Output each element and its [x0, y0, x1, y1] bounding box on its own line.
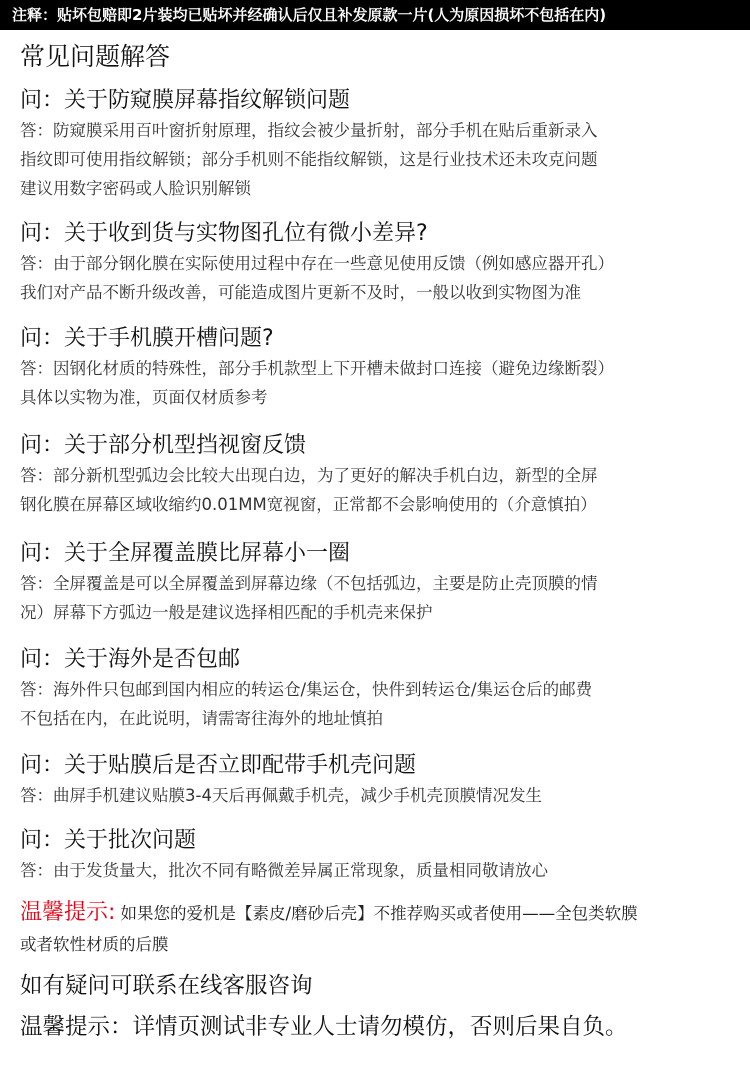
faq-answer [20, 116, 735, 203]
faq-question: 问：关于批次问题 [20, 828, 197, 853]
faq-item-fingerprint [20, 86, 735, 203]
faq-item-full-cover [20, 539, 735, 627]
warm-tip [20, 896, 735, 959]
faq-question: 问：关于海外是否包邮 [20, 647, 241, 672]
faq-answer-line: 答：由于发货量大，批次不同有略微差异属正常现象，质量相同敬请放心 [20, 861, 548, 880]
faq-question: 问：关于贴膜后是否立即配带手机壳问题 [20, 753, 417, 778]
faq-answer [20, 354, 735, 412]
warm-tip-label: 温馨提示: [20, 900, 116, 925]
faq-answer-line: 答：防窥膜采用百叶窗折射原理，指纹会被少量折射，部分手机在贴后重新录入 [20, 121, 598, 140]
faq-item-view-window [20, 431, 735, 519]
faq-answer-line: 指纹即可使用指纹解锁；部分手机则不能指纹解锁，这是行业技术还未攻克问题 [20, 150, 598, 169]
faq-answer-line: 答：由于部分钢化膜在实际使用过程中存在一些意见使用反馈（例如感应器开孔） [20, 254, 614, 273]
faq-answer-line: 答：因钢化材质的特殊性，部分手机款型上下开槽未做封口连接（避免边缘断裂） [20, 359, 614, 378]
faq-question: 问：关于防窥膜屏幕指纹解锁问题 [20, 88, 351, 113]
faq-item-hole-difference [20, 219, 735, 307]
faq-answer [20, 675, 735, 733]
faq-answer-line: 钢化膜在屏幕区域收缩约0.01MM宽视窗，正常都不会影响使用的（介意慎拍） [20, 495, 597, 514]
warm-tip-line [20, 896, 735, 931]
page-title: 常见问题解答 [20, 42, 171, 71]
faq-item-overseas-shipping [20, 645, 735, 733]
faq-answer [20, 461, 735, 519]
faq-question: 问：关于收到货与实物图孔位有微小差异? [20, 221, 428, 246]
disclaimer-note: 温馨提示：详情页测试非专业人士请勿模仿，否则后果自负。 [20, 1014, 628, 1040]
faq-item-batch [20, 826, 735, 885]
faq-question: 问：关于全屏覆盖膜比屏幕小一圈 [20, 541, 351, 566]
top-notice-banner: 注释：贴坏包赔即2片装均已贴坏并经确认后仅且补发原款一片(人为原因损坏不包括在内) [0, 0, 750, 30]
contact-service-note: 如有疑问可联系在线客服咨询 [20, 973, 313, 999]
faq-question: 问：关于部分机型挡视窗反馈 [20, 433, 307, 458]
faq-answer-line: 答：海外件只包邮到国内相应的转运仓/集运仓，快件到转运仓/集运仓后的邮费 [20, 680, 593, 699]
faq-item-phone-case [20, 751, 735, 810]
faq-answer [20, 781, 735, 810]
faq-question: 问：关于手机膜开槽问题? [20, 326, 274, 351]
warm-tip-text-continued: 或者软性材质的后膜 [20, 935, 169, 954]
faq-answer-line: 我们对产品不断升级改善，可能造成图片更新不及时，一般以收到实物图为准 [20, 283, 581, 302]
faq-item-slot [20, 324, 735, 412]
faq-answer [20, 249, 735, 307]
faq-answer-line: 不包括在内，在此说明，请需寄往海外的地址慎拍 [20, 709, 383, 728]
warm-tip-text: 如果您的爱机是【素皮/磨砂后壳】不推荐购买或者使用——全包类软膜 [120, 904, 638, 923]
faq-answer-line: 答：部分新机型弧边会比较大出现白边，为了更好的解决手机白边，新型的全屏 [20, 466, 598, 485]
faq-answer [20, 569, 735, 627]
faq-answer-line: 况）屏幕下方弧边一般是建议选择相匹配的手机壳来保护 [20, 603, 433, 622]
faq-answer-line: 答：曲屏手机建议贴膜3-4天后再佩戴手机壳，减少手机壳顶膜情况发生 [20, 786, 542, 805]
faq-answer-line: 建议用数字密码或人脸识别解锁 [20, 179, 251, 198]
faq-answer-line: 具体以实物为准，页面仅材质参考 [20, 388, 268, 407]
faq-answer-line: 答：全屏覆盖是可以全屏覆盖到屏幕边缘（不包括弧边，主要是防止壳顶膜的情 [20, 574, 598, 593]
faq-answer [20, 856, 735, 885]
